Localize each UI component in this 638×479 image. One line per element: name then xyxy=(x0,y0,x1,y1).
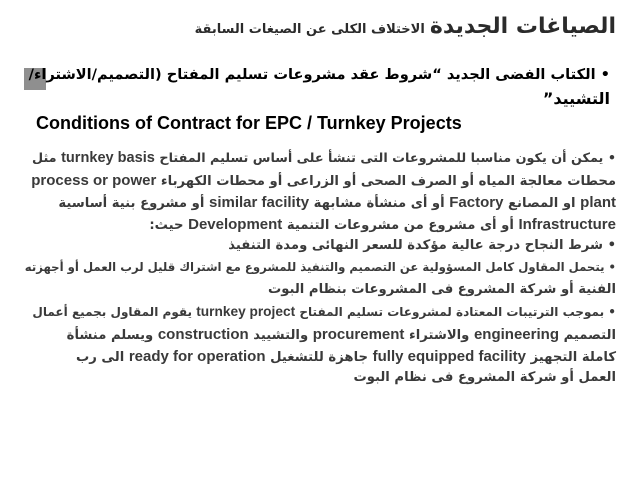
text-segment: محطات معالجة المياه أو الصرف الصحى أو الزراعى أو محطات الكهرباء xyxy=(160,174,616,189)
body-line-8 xyxy=(32,304,616,319)
body-line-3 xyxy=(58,194,616,211)
term-plant: plant xyxy=(580,194,616,211)
body-line-5: • شرط النجاح درجة عالية مؤكدة للسعر النهائى ومدة التنفيذ xyxy=(228,238,616,253)
term-development: Development xyxy=(188,216,283,233)
text-segment: الى رب xyxy=(75,350,125,365)
body-line-10 xyxy=(76,348,616,365)
body-line-2 xyxy=(31,172,616,189)
body-line-1 xyxy=(32,150,616,166)
term-construction: construction xyxy=(157,326,249,343)
term-engineering: engineering xyxy=(473,326,559,343)
epc-heading: Conditions of Contract for EPC / Turnkey Projects xyxy=(36,113,462,133)
term-process-or-power: process or power xyxy=(31,172,157,189)
body-line-6: • يتحمل المقاول كامل المسؤولية عن التصميم والتنفيذ للمشروع مع اشتراك قليل لرب العمل أو أجهزته xyxy=(24,260,616,274)
term-ready-for-operation: ready for operation xyxy=(128,348,266,365)
title-main: الصياغات الجديدة xyxy=(429,14,616,39)
term-infrastructure: Infrastructure xyxy=(518,216,616,233)
term-turnkey-project: turnkey project xyxy=(196,304,296,319)
text-segment: • يمكن أن يكون مناسبا للمشروعات التى تنشأ على أساس تسليم المفتاح xyxy=(159,151,616,166)
text-segment: او المصانع xyxy=(508,196,576,211)
body-line-9 xyxy=(67,326,616,343)
body-line-11: العمل أو شركة المشروع فى نظام البوت xyxy=(353,370,616,385)
book-line-2: التشييد” xyxy=(542,89,610,108)
text-segment: حيث: xyxy=(149,218,184,233)
text-segment: أو أى منشأة مشابهة xyxy=(313,196,445,211)
term-similar-facility: similar facility xyxy=(209,194,310,211)
text-segment: • بموجب الترتيبات المعتادة لمشروعات تسليم المفتاح xyxy=(299,305,616,319)
book-line-1: • الكتاب الفضى الجديد “شروط عقد مشروعات تسليم المفتاح (التصميم/الاشتراء/ xyxy=(28,66,610,83)
term-turnkey-basis: turnkey basis xyxy=(61,150,155,166)
text-segment: أو أى مشروع من مشروعات التنمية xyxy=(286,218,514,233)
body-line-4 xyxy=(149,216,616,233)
text-segment: التصميم xyxy=(563,328,616,343)
text-segment: مثل xyxy=(32,151,57,166)
term-factory: Factory xyxy=(449,194,504,211)
slide-title xyxy=(195,14,616,39)
term-fully-equipped-facility: fully equipped facility xyxy=(372,348,526,365)
text-segment: والاشتراء xyxy=(409,328,470,343)
body-line-7: الفنية أو شركة المشروع فى المشروعات بنظام البوت xyxy=(267,282,616,297)
text-segment: جاهزة للتشغيل xyxy=(270,350,369,365)
text-segment: يقوم المقاول بجميع أعمال xyxy=(32,305,193,319)
text-segment: أو مشروع بنية أساسية xyxy=(58,196,205,211)
text-segment: كاملة التجهيز xyxy=(530,350,616,365)
text-segment: والتشييد xyxy=(253,328,309,343)
title-sub: الاختلاف الكلى عن الصيغات السابقة xyxy=(194,22,425,37)
term-procurement: procurement xyxy=(312,326,405,343)
text-segment: ويسلم منشأة xyxy=(66,328,154,343)
